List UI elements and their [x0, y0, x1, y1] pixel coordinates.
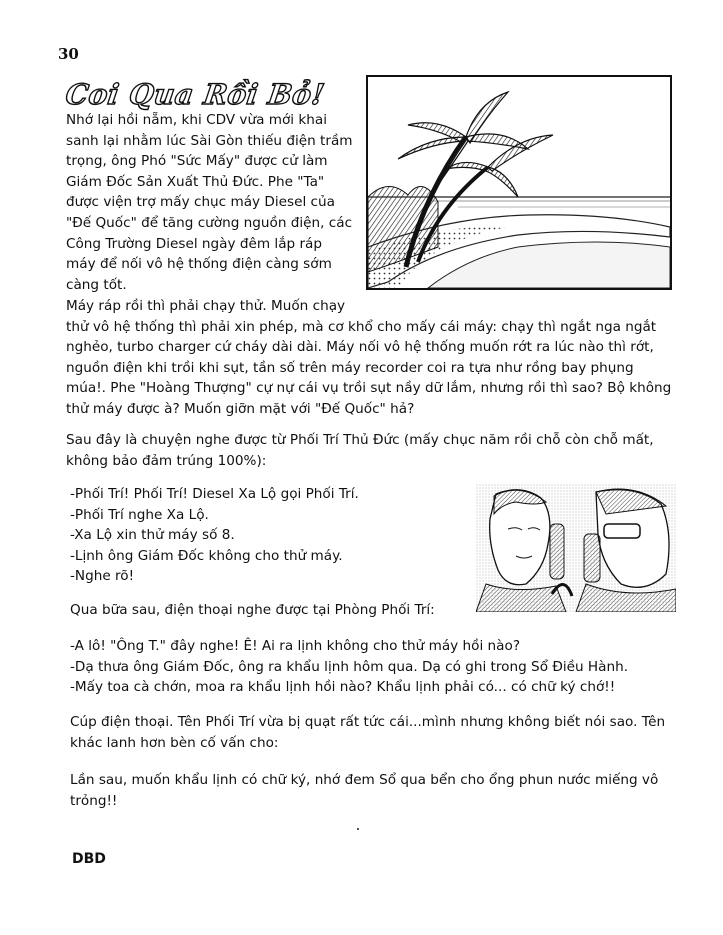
- text-line: Qua bữa sau, điện thoại nghe được tại Phòng Phối Trí:: [70, 602, 435, 618]
- text-line: Nhớ lại hồi nẵm, khi CDV vừa mới khai: [66, 112, 327, 128]
- article-title: Coi Qua Rồi Bỏ!: [63, 78, 327, 111]
- text-line: Sau đây là chuyện nghe được từ Phối Trí Thủ Đức (mấy chục năm rồi chỗ còn chỗ mất,: [66, 432, 654, 448]
- text-line: nguồn điện khi trồi khi sụt, tần số trên máy recorder coi ra tựa như rồng bay phụng: [66, 359, 634, 376]
- text-line: trọng, ông Phó "Sức Mấy" được cử làm: [66, 153, 328, 170]
- text-line: được viện trợ mấy chục máy Diesel của: [66, 194, 335, 211]
- beach-palm-illustration: [366, 75, 672, 290]
- text-line: Máy ráp rồi thì phải chạy thử. Muốn chạy: [66, 298, 346, 314]
- text-line: nghẻo, turbo charger cứ cháy dài dài. Máy nối vô hệ thống muốn rớt ra lúc nào thì rớt,: [66, 339, 654, 356]
- dialog-line: -Mấy toa cà chớn, moa ra khẩu lịnh hồi nào? Khẩu lịnh phải có... có chữ ký chớ!!: [70, 679, 616, 696]
- text-line: Giám Đốc Sản Xuất Thủ Đức. Phe "Ta": [66, 173, 325, 190]
- dialog-line: -Nghe rõ!: [70, 568, 135, 585]
- dialog-phone: [70, 636, 628, 698]
- text-line: Công Trường Diesel ngày đêm lắp ráp: [66, 235, 323, 252]
- text-line: Cúp điện thoại. Tên Phối Trí vừa bị quạt rất tức cái...mình nhưng không biết nói sao. Tên: [70, 714, 666, 730]
- page-number: 30: [58, 45, 79, 63]
- paragraph-hangup: [70, 712, 665, 753]
- text-line: thử máy được à? Muốn giỡn mặt với "Đế Quốc" hả?: [66, 400, 415, 417]
- dialog-line: -Dạ thưa ông Giám Đốc, ông ra khẩu lịnh hôm qua. Dạ có ghi trong Sổ Điều Hành.: [70, 658, 629, 675]
- text-line: múa!. Phe "Hoàng Thượng" cự nự cái vụ trồi sụt nầy dữ lắm, nhưng rồi thì sao? Bộ không: [66, 380, 672, 397]
- dialog-line: -Phối Trí nghe Xa Lộ.: [70, 506, 209, 523]
- text-line: "Đế Quốc" để tăng cường nguồn điện, các: [66, 214, 353, 231]
- dialog-line: -Lịnh ông Giám Đốc không cho thử máy.: [70, 547, 343, 564]
- text-line: trỏng!!: [70, 792, 118, 809]
- text-line: Lần sau, muốn khẩu lịnh có chữ ký, nhớ đem Sổ qua bển cho ổng phun nước miếng vô: [70, 772, 659, 788]
- text-line: không bảo đảm trúng 100%):: [66, 452, 267, 469]
- telephone-icon: [476, 484, 676, 612]
- paragraph-testing: [66, 296, 671, 420]
- dialog-radio: [70, 484, 359, 587]
- phone-call-illustration: [476, 484, 676, 612]
- paragraph-punchline: [70, 770, 658, 811]
- text-line: sanh lại nhằm lúc Sài Gòn thiếu điện trầm: [66, 132, 353, 149]
- print-speck: [357, 828, 359, 830]
- dialog-line: -Phối Trí! Phối Trí! Diesel Xa Lộ gọi Phối Trí.: [70, 486, 359, 502]
- paragraph-intro: [66, 110, 353, 295]
- text-line: thử vô hệ thống thì phải xin phép, mà cơ khổ cho mấy cái máy: chạy thì ngắt nga ngắt: [66, 318, 657, 335]
- text-line: khác lanh hơn bèn cố vấn cho:: [70, 734, 279, 751]
- paragraph-story-intro: [66, 430, 654, 471]
- dialog-line: -A lô! "Ông T." đây nghe! Ê! Ai ra lịnh không cho thử máy hồi nào?: [70, 638, 521, 654]
- palm-tree-icon: [368, 77, 670, 288]
- author-signature: DBD: [72, 851, 106, 867]
- text-line: càng tốt.: [66, 276, 127, 293]
- dialog-line: -Xa Lộ xin thử máy số 8.: [70, 527, 235, 544]
- text-line: máy để nối vô hệ thống điện càng sớm: [66, 256, 332, 273]
- paragraph-next-day: [70, 600, 435, 621]
